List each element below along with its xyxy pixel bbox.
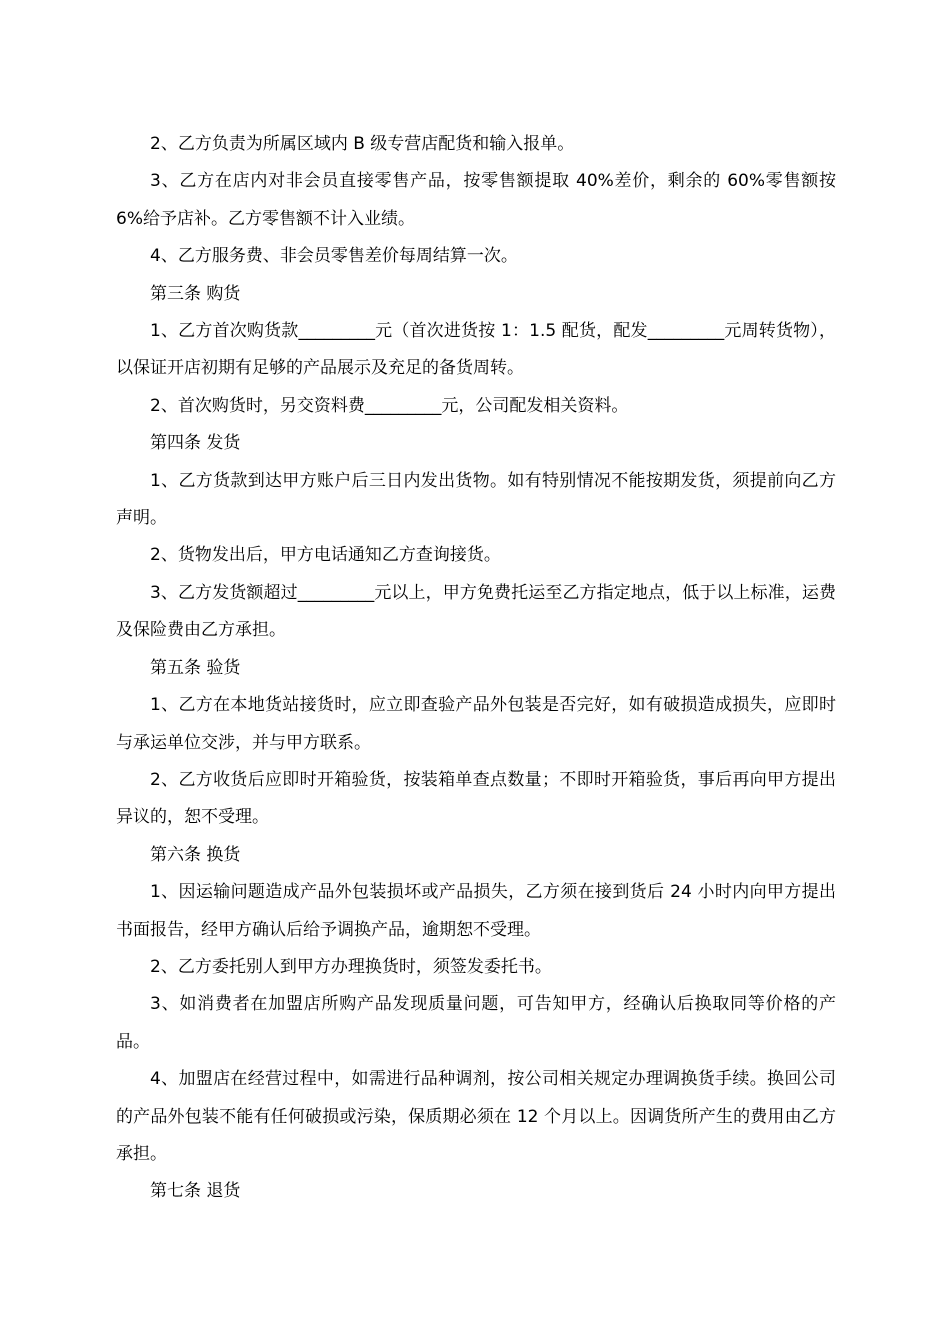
- purchase-item-1: 1、乙方首次购货款_________元（首次进货按 1：1.5 配货，配发_________元周转货物），以保证开店初期有足够的产品展示及充足的备货周转。: [116, 321, 836, 379]
- section-heading-exchange: 第六条 换货: [150, 844, 241, 865]
- section-heading-inspection: 第五条 验货: [150, 657, 241, 678]
- inspection-item-2: 2、乙方收货后应即时开箱验货，按装箱单查点数量；不即时开箱验货，事后再向甲方提出异议的，恕不受理。: [116, 769, 836, 828]
- section-heading-purchase: 第三条 购货: [150, 283, 241, 304]
- exchange-item-1: 1、因运输问题造成产品外包装损坏或产品损失，乙方须在接到货后 24 小时内向甲方提出书面报告，经甲方确认后给予调换产品，逾期恕不受理。: [116, 882, 836, 940]
- clause-3-item-2: 2、乙方负责为所属区域内 B 级专营店配货和输入报单。: [150, 134, 575, 154]
- clause-3-item-3: 3、乙方在店内对非会员直接零售产品，按零售额提取 40%差价，剩余的 60%零售额按 6%给予店补。乙方零售额不计入业绩。: [116, 171, 836, 229]
- document-body: [116, 126, 836, 1211]
- section-heading-return: 第七条 退货: [150, 1181, 241, 1202]
- shipping-item-1: 1、乙方货款到达甲方账户后三日内发出货物。如有特别情况不能按期发货，须提前向乙方声明。: [116, 470, 836, 529]
- exchange-item-3: 3、如消费者在加盟店所购产品发现质量问题，可告知甲方，经确认后换取同等价格的产品。: [116, 994, 836, 1052]
- inspection-item-1: 1、乙方在本地货站接货时，应立即查验产品外包装是否完好，如有破损造成损失，应即时与承运单位交涉，并与甲方联系。: [116, 695, 836, 753]
- purchase-item-2: 2、首次购货时，另交资料费_________元，公司配发相关资料。: [150, 395, 629, 416]
- section-heading-shipping: 第四条 发货: [150, 433, 241, 454]
- shipping-item-3: 3、乙方发货额超过_________元以上，甲方免费托运至乙方指定地点，低于以上标准，运费及保险费由乙方承担。: [116, 582, 836, 641]
- clause-3-item-4: 4、乙方服务费、非会员零售差价每周结算一次。: [150, 246, 518, 267]
- shipping-item-2: 2、货物发出后，甲方电话通知乙方查询接货。: [150, 545, 501, 566]
- exchange-item-2: 2、乙方委托别人到甲方办理换货时，须签发委托书。: [150, 956, 552, 977]
- exchange-item-4: 4、加盟店在经营过程中，如需进行品种调剂，按公司相关规定办理调换货手续。换回公司的产品外包装不能有任何破损或污染，保质期必须在 12 个月以上。因调货所产生的费用由乙方承担。: [116, 1069, 836, 1164]
